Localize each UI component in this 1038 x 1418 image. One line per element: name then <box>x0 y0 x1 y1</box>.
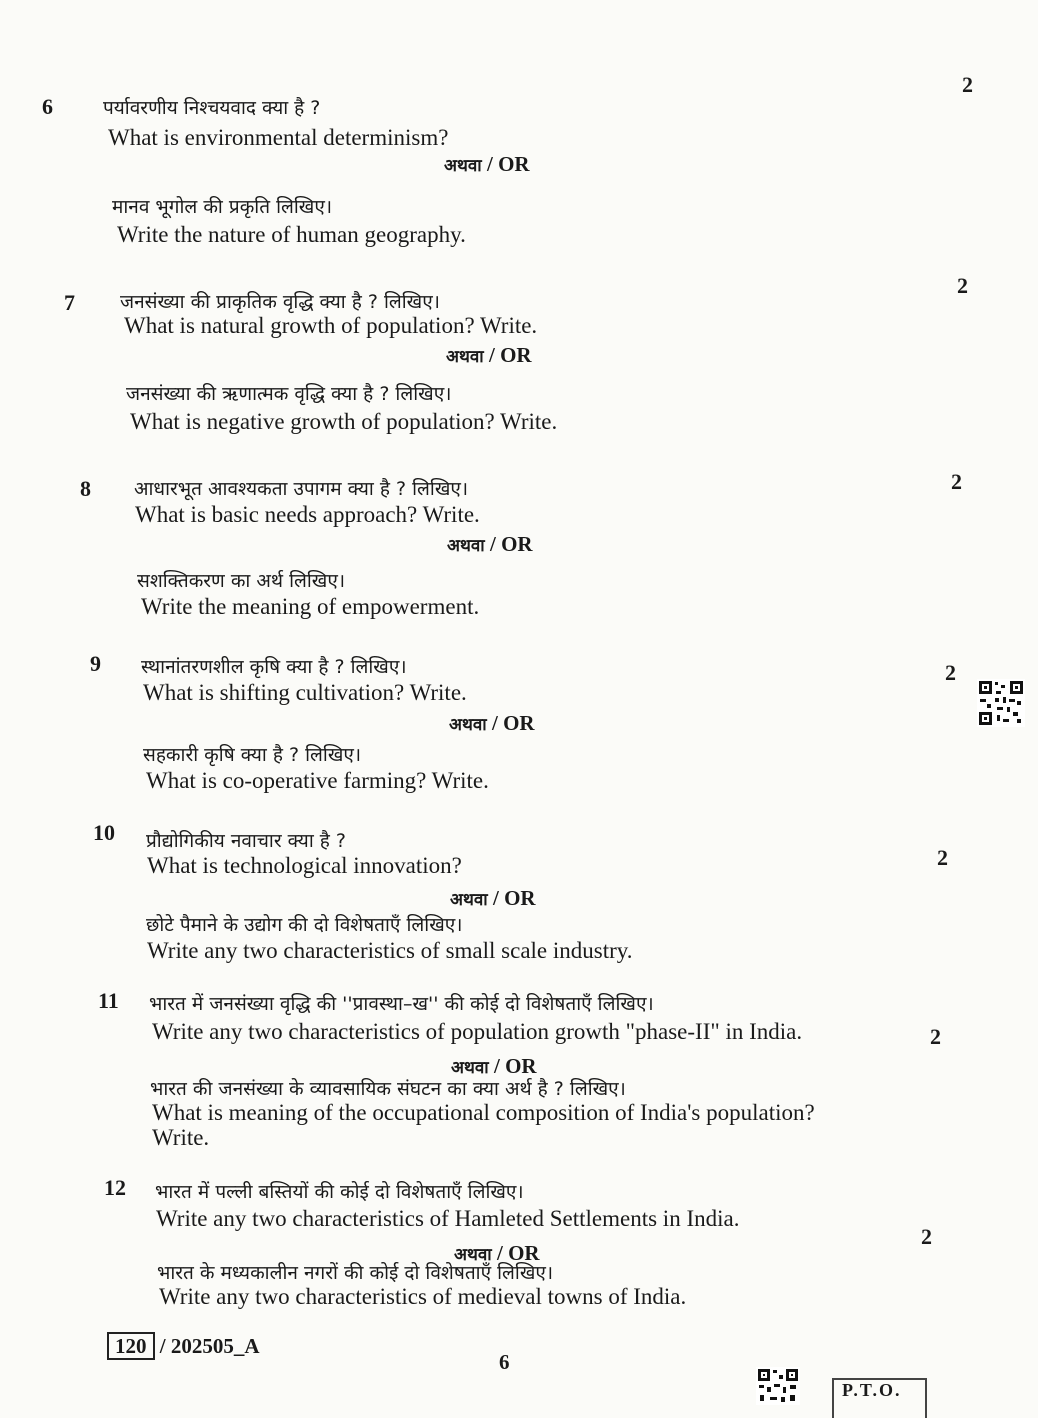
question-english: What is natural growth of population? Write. <box>124 313 538 338</box>
question-number: 6 <box>42 94 53 119</box>
paper-code-box: 120 <box>107 1332 155 1360</box>
or-hindi: अथवा <box>451 1058 489 1078</box>
question-hindi: आधारभूत आवश्यकता उपागम क्या है ? लिखिए। <box>134 478 469 500</box>
or-english: OR <box>508 1241 540 1265</box>
alt-question-english-continued: Write. <box>152 1125 210 1150</box>
or-hindi: अथवा <box>446 347 484 367</box>
question-marks: 2 <box>921 1224 932 1249</box>
or-english: OR <box>501 532 533 556</box>
question-hindi: भारत में पल्ली बस्तियों की कोई दो विशेषताएँ लिखिए। <box>155 1181 524 1203</box>
or-hindi: अथवा <box>447 536 485 556</box>
question-hindi: पर्यावरणीय निश्चयवाद क्या है ? <box>103 97 321 119</box>
alt-question-hindi: मानव भूगोल की प्रकृति लिखिए। <box>112 196 333 218</box>
or-separator: अथवा / OR <box>449 711 535 735</box>
alt-question-hindi: भारत के मध्यकालीन नगरों की कोई दो विशेषताएँ लिखिए। <box>157 1262 554 1284</box>
alt-question-hindi: जनसंख्या की ऋणात्मक वृद्धि क्या है ? लिखिए। <box>126 383 452 405</box>
question-number: 8 <box>80 476 91 501</box>
question-english: What is basic needs approach? Write. <box>135 502 480 527</box>
or-separator: अथवा / OR <box>444 152 530 176</box>
question-hindi: जनसंख्या की प्राकृतिक वृद्धि क्या है ? लिखिए। <box>120 291 440 313</box>
question-marks: 2 <box>951 469 962 494</box>
question-number: 12 <box>104 1175 126 1200</box>
question-marks: 2 <box>957 273 968 298</box>
alt-question-english: What is negative growth of population? Write. <box>130 409 558 434</box>
or-separator: अथवा / OR <box>447 532 533 556</box>
qr-code-icon <box>977 679 1025 727</box>
paper-code <box>107 1332 260 1360</box>
or-english: OR <box>498 152 530 176</box>
alt-question-hindi: सहकारी कृषि क्या है ? लिखिए। <box>143 744 362 766</box>
alt-question-english: What is co-operative farming? Write. <box>146 768 489 793</box>
qr-code-footer-icon <box>756 1367 800 1405</box>
question-hindi: स्थानांतरणशील कृषि क्या है ? लिखिए। <box>141 656 407 678</box>
question-number: 7 <box>64 290 75 315</box>
question-marks: 2 <box>930 1024 941 1049</box>
or-english: OR <box>504 886 536 910</box>
question-hindi: प्रौद्योगिकीय नवाचार क्या है ? <box>146 830 346 852</box>
alt-question-english: Write any two characteristics of small scale industry. <box>147 938 633 963</box>
or-separator: अथवा / OR <box>450 886 536 910</box>
or-separator: अथवा / OR <box>451 1054 537 1078</box>
or-hindi: अथवा <box>450 890 488 910</box>
alt-question-english: Write any two characteristics of medieval towns of India. <box>159 1284 687 1309</box>
question-marks: 2 <box>945 660 956 685</box>
or-separator: अथवा / OR <box>446 343 532 367</box>
or-hindi: अथवा <box>454 1245 492 1265</box>
or-english: OR <box>500 343 532 367</box>
question-marks: 2 <box>937 845 948 870</box>
question-marks: 2 <box>962 72 973 97</box>
or-separator: अथवा / OR <box>454 1241 540 1265</box>
alt-question-english: Write the nature of human geography. <box>117 222 466 247</box>
question-number: 9 <box>90 651 101 676</box>
question-hindi: भारत में जनसंख्या वृद्धि की ''प्रावस्था–ख'' की कोई दो विशेषताएँ लिखिए। <box>149 993 654 1015</box>
page-number: 6 <box>499 1350 510 1374</box>
question-english: Write any two characteristics of Hamleted Settlements in India. <box>156 1206 740 1231</box>
question-number: 11 <box>98 988 119 1013</box>
question-number: 10 <box>93 820 115 845</box>
or-english: OR <box>505 1054 537 1078</box>
question-english: What is technological innovation? <box>147 853 462 878</box>
alt-question-hindi: छोटे पैमाने के उद्योग की दो विशेषताएँ लिखिए। <box>146 914 463 936</box>
question-english: Write any two characteristics of population growth "phase-II" in India. <box>152 1019 803 1044</box>
question-english: What is environmental determinism? <box>108 125 449 150</box>
paper-code-suffix: / 202505_A <box>159 1334 260 1358</box>
alt-question-english: Write the meaning of empowerment. <box>141 594 480 619</box>
pto-box: P.T.O. <box>832 1378 927 1418</box>
alt-question-english: What is meaning of the occupational composition of India's population? <box>152 1100 815 1125</box>
or-hindi: अथवा <box>444 156 482 176</box>
or-hindi: अथवा <box>449 715 487 735</box>
alt-question-hindi: भारत की जनसंख्या के व्यावसायिक संघटन का क्या अर्थ है ? लिखिए। <box>150 1078 626 1100</box>
or-english: OR <box>503 711 535 735</box>
alt-question-hindi: सशक्तिकरण का अर्थ लिखिए। <box>137 570 346 592</box>
question-english: What is shifting cultivation? Write. <box>143 680 467 705</box>
